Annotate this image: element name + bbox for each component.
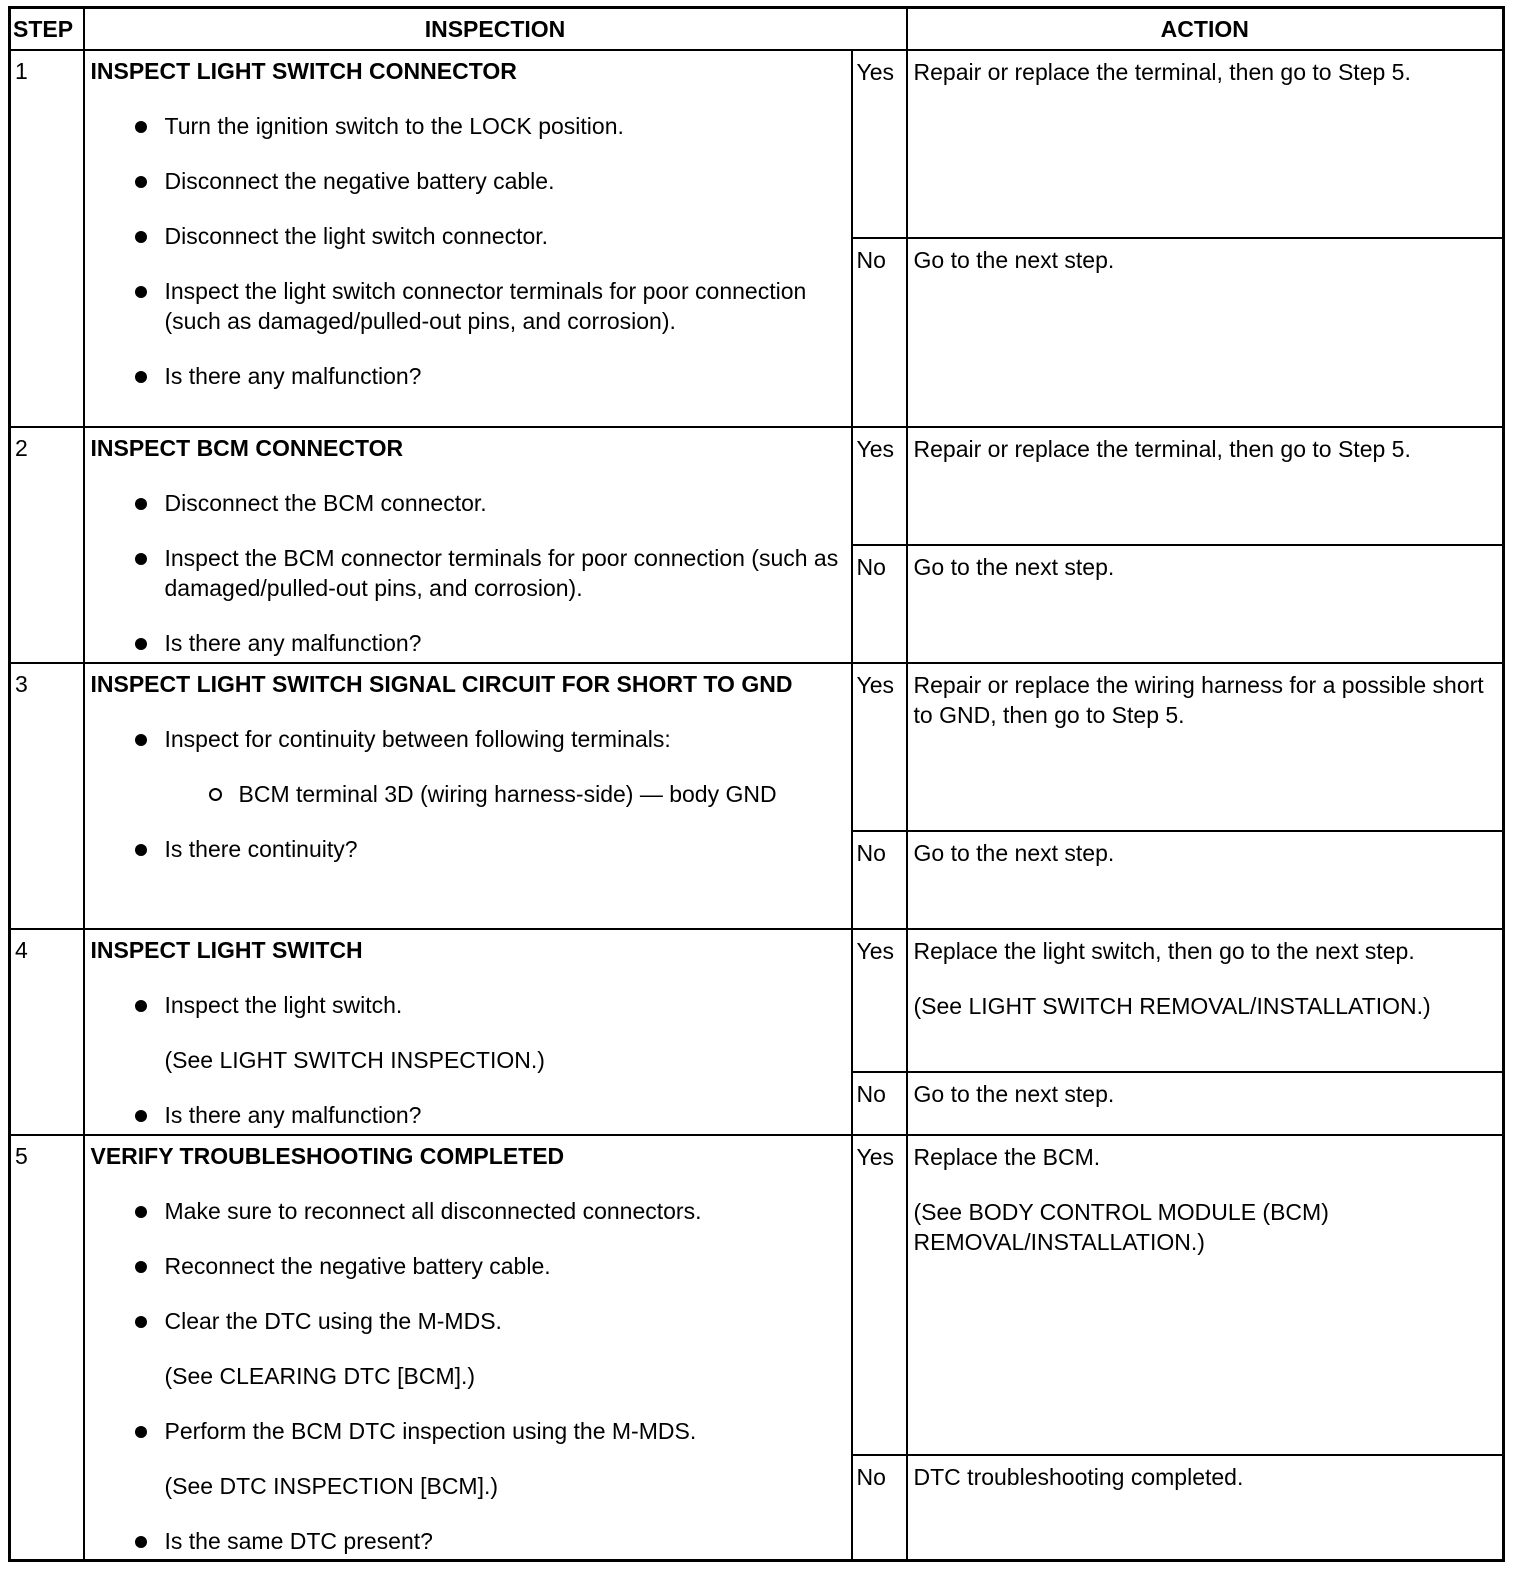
step-1-yes-row xyxy=(10,50,1504,238)
inspection-subitem: BCM terminal 3D (wiring harness-side) — body GND xyxy=(91,779,845,809)
step-number: 3 xyxy=(10,663,84,929)
inspection-item: Is there continuity? xyxy=(91,834,845,864)
inspection-item: Is there any malfunction? xyxy=(91,1100,845,1130)
yes-action-cell xyxy=(907,929,1504,1072)
inspection-item: Turn the ignition switch to the LOCK position. xyxy=(91,111,845,141)
yes-action-reference: (See LIGHT SWITCH REMOVAL/INSTALLATION.) xyxy=(913,993,1431,1019)
inspection-item: Disconnect the BCM connector. xyxy=(91,488,845,518)
inspection-item: Make sure to reconnect all disconnected connectors. xyxy=(91,1196,845,1226)
inspection-item: Disconnect the light switch connector. xyxy=(91,221,845,251)
header-step: STEP xyxy=(10,8,84,51)
header-row xyxy=(10,8,1504,51)
step-number: 2 xyxy=(10,427,84,663)
inspection-item: Inspect for continuity between following terminals: xyxy=(91,724,845,754)
no-label: No xyxy=(852,1455,907,1560)
inspection-reference: (See LIGHT SWITCH INSPECTION.) xyxy=(164,1047,545,1073)
step-title: INSPECT LIGHT SWITCH xyxy=(90,937,363,963)
no-label: No xyxy=(852,238,907,427)
yes-label: Yes xyxy=(852,1135,907,1455)
troubleshooting-table xyxy=(8,6,1505,1562)
step-4-yes-row xyxy=(10,929,1504,1072)
step-title: INSPECT BCM CONNECTOR xyxy=(90,435,404,461)
yes-label: Yes xyxy=(852,427,907,545)
no-action: Go to the next step. xyxy=(907,238,1504,427)
inspection-item: Inspect the light switch connector terminals for poor connection (such as damaged/pulled-out pins, and corrosion). xyxy=(91,276,845,336)
inspection-item: Is there any malfunction? xyxy=(91,361,845,391)
yes-action: Repair or replace the terminal, then go to Step 5. xyxy=(907,427,1504,545)
step-title: INSPECT LIGHT SWITCH CONNECTOR xyxy=(90,58,517,84)
step-inspection xyxy=(84,929,852,1135)
step-inspection xyxy=(84,663,852,929)
inspection-reference: (See DTC INSPECTION [BCM].) xyxy=(164,1473,499,1499)
inspection-item: Perform the BCM DTC inspection using the M-MDS. xyxy=(91,1416,845,1446)
step-inspection xyxy=(84,427,852,663)
step-title: INSPECT LIGHT SWITCH SIGNAL CIRCUIT FOR SHORT TO GND xyxy=(90,671,793,697)
step-title: VERIFY TROUBLESHOOTING COMPLETED xyxy=(90,1143,565,1169)
yes-action: Repair or replace the wiring harness for a possible short to GND, then go to Step 5. xyxy=(907,663,1504,831)
step-inspection xyxy=(84,50,852,427)
yes-label: Yes xyxy=(852,663,907,831)
yes-label: Yes xyxy=(852,929,907,1072)
no-action: DTC troubleshooting completed. xyxy=(907,1455,1504,1560)
yes-action-reference: (See BODY CONTROL MODULE (BCM) REMOVAL/INSTALLATION.) xyxy=(913,1199,1329,1255)
inspection-item: Disconnect the negative battery cable. xyxy=(91,166,845,196)
yes-action-cell xyxy=(907,1135,1504,1455)
no-action: Go to the next step. xyxy=(907,1072,1504,1135)
yes-action: Repair or replace the terminal, then go to Step 5. xyxy=(907,50,1504,238)
inspection-item: Is there any malfunction? xyxy=(91,628,845,658)
inspection-reference: (See CLEARING DTC [BCM].) xyxy=(164,1363,476,1389)
no-label: No xyxy=(852,831,907,929)
step-number: 1 xyxy=(10,50,84,427)
inspection-item: Clear the DTC using the M-MDS. xyxy=(91,1306,845,1336)
inspection-item: Inspect the BCM connector terminals for poor connection (such as damaged/pulled-out pins, and corrosion). xyxy=(91,543,845,603)
no-label: No xyxy=(852,545,907,663)
yes-label: Yes xyxy=(852,50,907,238)
step-3-yes-row xyxy=(10,663,1504,831)
yes-action: Replace the BCM. xyxy=(913,1144,1101,1170)
inspection-item: Is the same DTC present? xyxy=(91,1526,845,1556)
yes-action: Replace the light switch, then go to the next step. xyxy=(913,938,1415,964)
header-inspection: INSPECTION xyxy=(84,8,907,51)
inspection-item: Inspect the light switch. xyxy=(91,990,845,1020)
step-5-yes-row xyxy=(10,1135,1504,1455)
step-number: 5 xyxy=(10,1135,84,1560)
step-number: 4 xyxy=(10,929,84,1135)
no-label: No xyxy=(852,1072,907,1135)
header-action: ACTION xyxy=(907,8,1504,51)
no-action: Go to the next step. xyxy=(907,545,1504,663)
no-action: Go to the next step. xyxy=(907,831,1504,929)
step-inspection xyxy=(84,1135,852,1560)
step-2-yes-row xyxy=(10,427,1504,545)
inspection-item: Reconnect the negative battery cable. xyxy=(91,1251,845,1281)
